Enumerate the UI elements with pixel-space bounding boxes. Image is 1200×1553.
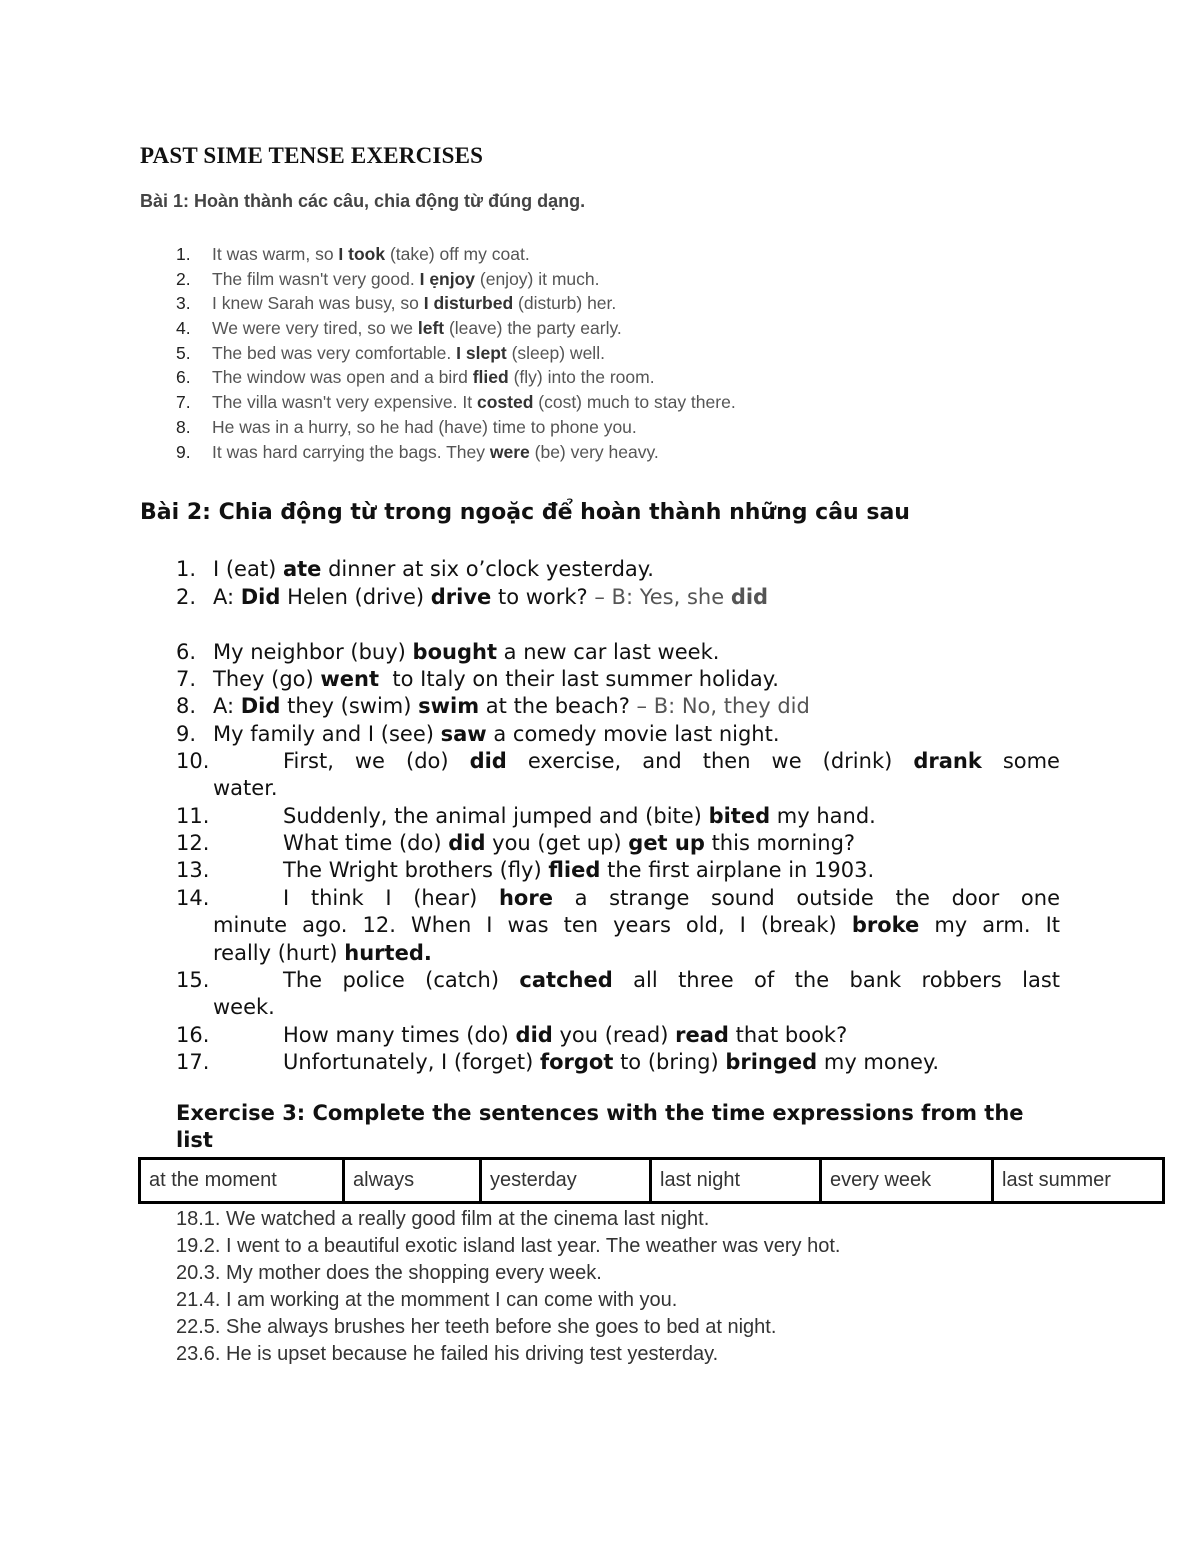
item-number: 3.: [176, 293, 191, 314]
list-item: [176, 390, 736, 415]
item-text: to Italy on their last summer holiday.: [379, 667, 779, 691]
item-answer: Did: [240, 694, 281, 718]
item-text: (cost) much to stay there.: [533, 392, 736, 413]
item-text: my arm. It: [919, 913, 1061, 937]
item-text: The window was open and a bird: [212, 367, 473, 388]
item-text: First, we (do): [283, 749, 470, 773]
item-text: they (swim): [280, 694, 419, 718]
item-text: to (bring): [613, 1050, 726, 1074]
item-text: my money.: [817, 1050, 940, 1074]
item-number: 1.: [176, 557, 197, 581]
item-answer: read: [675, 1023, 729, 1047]
list-item: [176, 639, 719, 667]
item-answer: drive: [430, 585, 492, 609]
item-reply: – B: Yes, she: [594, 585, 731, 609]
table-cell: every week: [821, 1159, 993, 1203]
item-text: this morning?: [704, 831, 856, 855]
item-answer: saw: [440, 722, 487, 746]
item-text: He was in a hurry, so he had (have) time to phone you.: [212, 416, 637, 437]
list-item: [176, 291, 736, 316]
item-text: the first airplane in 1903.: [600, 858, 875, 882]
list-item: [176, 967, 1060, 995]
item-answer: get up: [628, 831, 705, 855]
item-text: The bed was very comfortable.: [212, 342, 457, 363]
item-text: all three of the bank robbers last: [612, 968, 1060, 992]
item-text: a strange sound outside the door one: [552, 886, 1060, 910]
item-answer: bringed: [725, 1050, 818, 1074]
item-text: my hand.: [770, 804, 876, 828]
item-answer: did: [515, 1023, 553, 1047]
exercise-1-list: [176, 242, 736, 464]
list-item-continuation: water.: [213, 776, 278, 800]
item-answer: hurted.: [344, 941, 432, 965]
list-item: [176, 666, 779, 694]
item-text: to work?: [491, 585, 595, 609]
item-answer: left: [417, 318, 445, 339]
item-text: They (go): [213, 667, 321, 691]
item-text: you (get up): [485, 831, 629, 855]
item-number: 7.: [176, 392, 191, 413]
item-answer: drank: [913, 749, 982, 773]
item-text: A:: [213, 694, 241, 718]
item-text: I think I (hear): [283, 886, 499, 910]
item-number: 11.: [176, 804, 210, 828]
list-item: [176, 415, 736, 440]
item-text: I (eat): [213, 557, 283, 581]
item-number: 16.: [176, 1023, 210, 1047]
item-answer: catched: [519, 968, 613, 992]
item-text: Unfortunately, I (forget): [283, 1050, 540, 1074]
list-item: 20.3. My mother does the shopping every week.: [176, 1262, 602, 1284]
item-number: 9.: [176, 441, 191, 462]
table-cell: at the moment: [140, 1159, 344, 1203]
list-item: [176, 885, 1060, 913]
item-text: A:: [213, 585, 241, 609]
list-item: [176, 830, 855, 858]
item-answer: forgot: [539, 1050, 614, 1074]
item-text: (enjoy) it much.: [475, 268, 600, 289]
item-text: The villa wasn't very expensive. It: [212, 392, 477, 413]
list-item-continuation: [213, 940, 432, 968]
item-text: I knew Sarah was busy, so: [212, 293, 424, 314]
page-title: PAST SIME TENSE EXERCISES: [140, 143, 484, 168]
item-number: 2.: [176, 585, 197, 609]
item-answer: I took: [338, 244, 386, 264]
item-reply: – B: No, they did: [636, 694, 810, 718]
list-item: [176, 857, 874, 885]
exercise-3-list: [176, 1206, 840, 1368]
table-cell: last night: [651, 1159, 821, 1203]
list-item: 23.6. He is upset because he failed his driving test yesterday.: [176, 1343, 719, 1365]
item-number: 4.: [176, 318, 191, 339]
item-number: 5.: [176, 342, 191, 363]
item-text: minute ago. 12. When I was ten years old, I (break): [213, 913, 852, 937]
item-answer: did: [448, 831, 486, 855]
item-text: (sleep) well.: [506, 342, 605, 363]
item-answer: flied: [548, 858, 601, 882]
list-item: [176, 242, 736, 267]
item-answer: flied: [472, 367, 509, 388]
item-text: a comedy movie last night.: [486, 722, 780, 746]
table-cell: yesterday: [481, 1159, 651, 1203]
item-text: a new car last week.: [496, 640, 720, 664]
exercise-2-heading: Bài 2: Chia động từ trong ngoặc để hoàn thành những câu sau: [140, 500, 910, 525]
item-text: What time (do): [283, 831, 449, 855]
item-text: (take) off my coat.: [385, 244, 530, 264]
list-item: 19.2. I went to a beautiful exotic island last year. The weather was very hot.: [176, 1235, 841, 1257]
item-number: 6.: [176, 640, 197, 664]
table-row: [140, 1159, 1164, 1203]
item-text: It was warm, so: [212, 244, 339, 264]
item-answer: costed: [476, 392, 534, 413]
item-answer: broke: [851, 913, 920, 937]
item-text: exercise, and then we (drink): [506, 749, 914, 773]
list-item-continuation: [213, 912, 1060, 940]
item-text: How many times (do): [283, 1023, 516, 1047]
exercise-3-heading: Exercise 3: Complete the sentences with the time expressions from the list: [176, 1101, 1024, 1152]
list-item: [176, 693, 810, 721]
item-answer: Did: [240, 585, 281, 609]
item-text: that book?: [728, 1023, 848, 1047]
item-text: some: [981, 749, 1060, 773]
item-answer: bited: [708, 804, 771, 828]
table-cell: always: [344, 1159, 481, 1203]
list-item: [176, 1022, 847, 1050]
item-answer: hore: [498, 886, 553, 910]
item-number: 12.: [176, 831, 210, 855]
item-text: The police (catch): [283, 968, 520, 992]
item-text: The film wasn't very good.: [212, 268, 420, 289]
item-number: 9.: [176, 722, 197, 746]
list-item: 18.1. We watched a really good film at the cinema last night.: [176, 1208, 710, 1230]
item-answer: did: [469, 749, 507, 773]
list-item: [176, 365, 736, 390]
item-text: really (hurt): [213, 941, 345, 965]
item-text: (disturb) her.: [513, 293, 617, 314]
item-number: 7.: [176, 667, 197, 691]
list-item: [176, 440, 736, 465]
item-text: It was hard carrying the bags. They: [212, 441, 490, 462]
item-answer: were: [489, 441, 530, 462]
list-item: [176, 316, 736, 341]
item-number: 17.: [176, 1050, 210, 1074]
item-answer: swim: [418, 694, 480, 718]
list-item: [176, 267, 736, 292]
item-text: at the beach?: [479, 694, 637, 718]
item-number: 6.: [176, 367, 191, 388]
item-answer: did: [730, 585, 769, 609]
item-number: 1.: [176, 244, 191, 264]
item-number: 2.: [176, 268, 191, 289]
item-text: dinner at six o’clock yesterday.: [321, 557, 654, 581]
item-answer: ate: [282, 557, 322, 581]
item-text: (fly) into the room.: [508, 367, 655, 388]
table-cell: last summer: [993, 1159, 1164, 1203]
list-item: 21.4. I am working at the momment I can come with you.: [176, 1289, 678, 1311]
item-answer: I slept: [456, 342, 507, 363]
item-answer: I ẹnjoy: [419, 268, 476, 289]
list-item: [176, 721, 780, 749]
item-number: 8.: [176, 416, 191, 437]
item-number: 13.: [176, 858, 210, 882]
item-text: The Wright brothers (fly): [283, 858, 549, 882]
item-text: you (read): [552, 1023, 676, 1047]
item-number: 14.: [176, 886, 210, 910]
item-text: My neighbor (buy): [213, 640, 413, 664]
item-answer: went: [320, 667, 380, 691]
list-item: [176, 556, 654, 584]
time-expressions-table: [138, 1157, 1165, 1204]
item-text: We were very tired, so we: [212, 318, 418, 339]
item-number: 10.: [176, 749, 210, 773]
list-item: [176, 341, 736, 366]
list-item: [176, 584, 768, 612]
item-number: 15.: [176, 968, 210, 992]
list-item: [176, 748, 1060, 776]
item-text: (leave) the party early.: [444, 318, 622, 339]
item-answer: bought: [412, 640, 497, 664]
item-text: Suddenly, the animal jumped and (bite): [283, 804, 709, 828]
exercise-1-heading: Bài 1: Hoàn thành các câu, chia động từ đúng dạng.: [140, 191, 586, 211]
item-number: 8.: [176, 694, 197, 718]
item-answer: I disturbed: [423, 293, 514, 314]
item-text: Helen (drive): [280, 585, 431, 609]
item-text: (be) very heavy.: [529, 441, 659, 462]
list-item: 22.5. She always brushes her teeth before she goes to bed at night.: [176, 1316, 777, 1338]
item-text: My family and I (see): [213, 722, 441, 746]
list-item-continuation: week.: [213, 995, 275, 1019]
list-item: [176, 803, 876, 831]
list-item: [176, 1049, 939, 1077]
